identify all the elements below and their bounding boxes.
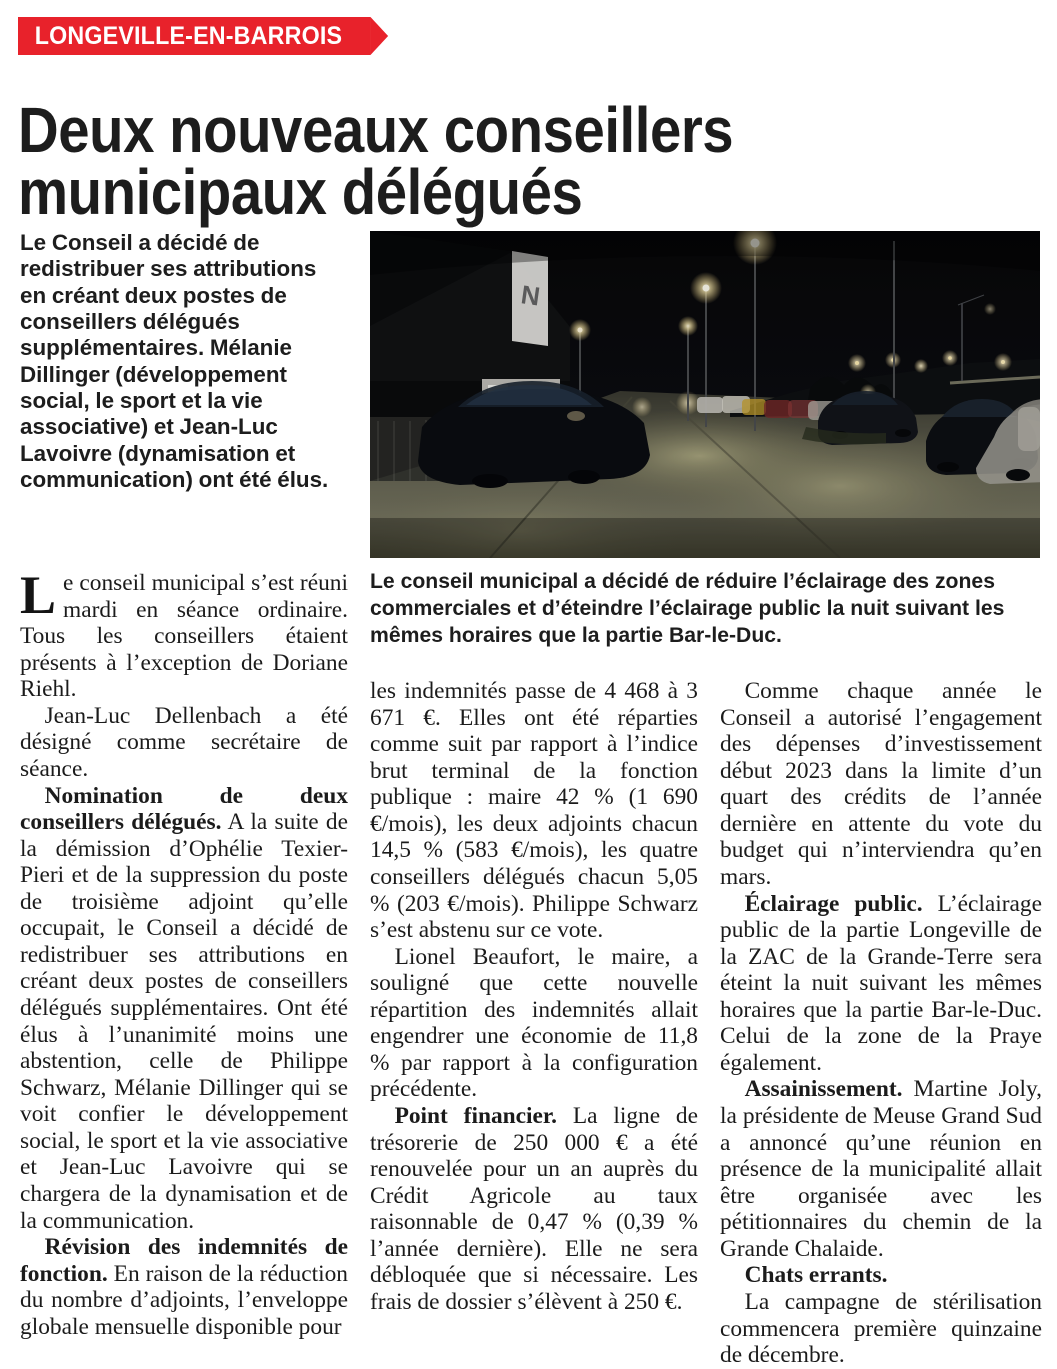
paragraph-sanitation [720,1076,1042,1262]
paragraph-sanitation-text: Martine Joly, la présidente de Meuse Grand Sud a annoncé qu’une réunion en présence de la municipalité allait être organisée avec les pétitionnaires du chemin de la Grande Chalaide. [720,1076,1042,1262]
paragraph-intro-text: e conseil municipal s’est réuni mardi en séance ordinaire. Tous les conseillers étaient présents à l’exception de Doriane Riehl. [20,570,348,703]
paragraph-investment: Comme chaque année le Conseil a autorisé l’engagement des dépenses d’investissement début 2023 dans la limite d’un quart des crédits de l’année dernière en attente du vote du budget qui n’interviendra qu’en mars. [720,678,1042,890]
paragraph-nomination [20,783,348,1235]
paragraph-public-lighting [720,891,1042,1077]
paragraph-revision-text: En raison de la réduction du nombre d’adjoints, l’enveloppe globale mensuelle disponible pour [20,1260,348,1340]
paragraph-stray-cats-heading [720,1262,1042,1289]
paragraph-indemnities: les indemnités passe de 4 468 à 3 671 €. Elles ont été réparties comme suit par rapport à l’indice brut terminal de la fonction publique : maire 42 % (1 690 €/mois), les deux adjoints chacun 14,5 % (583 €/mois), les quatre conseillers délégués chacun 5,05 % (203 €/mois). Philippe Schwarz s’est abstenu sur ce vote. [370,678,698,944]
body-column-2 [370,678,698,1316]
headline-line-1: Deux nouveaux conseillers [18,93,734,166]
paragraph-financial-text: La ligne de trésorerie de 250 000 € a été renouvelée pour un an auprès du Crédit Agricole au taux raisonnable de 0,47 % (0,39 % l’année dernière). Elle ne sera débloquée que si nécessaire. Les frais de dossier s’élèvent à 250 €. [370,1103,698,1315]
body-column-1 [20,565,349,1340]
paragraph-intro [20,565,348,703]
paragraph-nomination-lead: Nomination de deux conseillers délégués. [20,782,348,836]
paragraph-sanitation-lead: Assainissement. [744,1076,903,1103]
paragraph-stray-cats-lead: Chats errants. [744,1262,888,1289]
paragraph-secretary: Jean-Luc Dellenbach a été désigné comme secrétaire de séance. [20,702,348,782]
paragraph-revision-lead: Révision des indemnités de fonction. [20,1234,348,1287]
paragraph-public-lighting-text: L’éclairage public de la partie Longeville de la ZAC de la Grande-Terre sera éteint la nuit suivant les mêmes horaires que la partie Bar-le-Duc. Celui de la zone de la Praye également. [720,890,1043,1076]
body-column-3 [720,678,1042,1369]
paragraph-mayor-statement: Lionel Beaufort, le maire, a souligné que cette nouvelle répartition des indemnités allait engendrer une économie de 11,8 % par rapport à la configuration précédente. [370,943,698,1103]
locality-kicker-label: LONGEVILLE-EN-BARROIS [18,17,370,55]
photo-caption: Le conseil municipal a décidé de réduire l’éclairage des zones commerciales et d’éteindre l’éclairage public la nuit suivant les mêmes horaires que la partie Bar-le-Duc. [370,569,1005,648]
paragraph-revision [20,1234,348,1340]
paragraph-financial-lead: Point financier. [394,1103,558,1129]
paragraph-nomination-text: A la suite de la démission d’Ophélie Texier-Pieri et de la suppression du poste de troisième adjoint qu’elle occupait, le Conseil a décidé de redistribuer ses attributions en créant deux postes de conseillers délégués supplémentaires. Ont été élus à l’unanimité moins une abstention, celle de Philippe Schwarz, Mélanie Dillinger qui se voit confier le développement social, le sport et la vie associative et Jean-Luc Lavoivre qui se chargera de la dynamisation et de la communication. [20,809,349,1234]
article-headline [18,93,916,228]
drop-cap: L [20,565,57,625]
headline-line-2: municipaux délégués [18,155,583,228]
night-street-photo-illustration [370,231,1040,558]
paragraph-stray-cats-text: La campagne de stérilisation commencera première quinzaine de décembre. [720,1288,1042,1369]
article-photo [370,231,1040,558]
locality-kicker [18,17,397,55]
paragraph-public-lighting-lead: Éclairage public. [744,890,923,917]
svg-text:N: N [519,279,542,312]
paragraph-financial [370,1103,698,1316]
article-standfirst: Le Conseil a décidé de redistribuer ses attributions en créant deux postes de conseillers délégués supplémentaires. Mélanie Dillinger (développement social, le sport et la vie associative) et Jean-Luc Lavoivre (dynamisation et communication) ont été élus. [20,230,329,492]
